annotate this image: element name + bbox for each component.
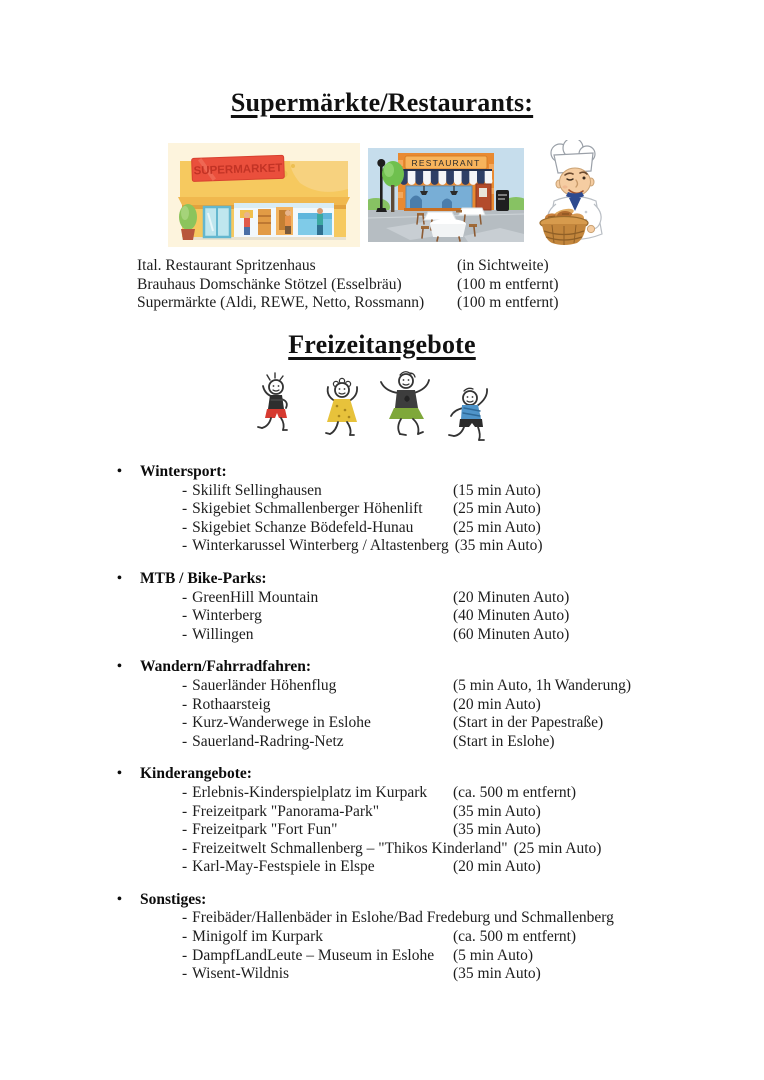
item-name	[182, 821, 447, 840]
list-item	[117, 947, 631, 966]
item-name	[182, 784, 447, 803]
item-distance: (20 min Auto)	[453, 858, 541, 876]
item-name	[182, 482, 447, 501]
item-name-text: Skilift Sellinghausen	[192, 481, 322, 499]
category-label: MTB / Bike-Parks:	[140, 569, 267, 587]
item-name-text: Minigolf im Kurpark	[192, 928, 324, 946]
list-item	[117, 840, 631, 859]
item-distance: (40 Minuten Auto)	[453, 607, 570, 625]
item-name-text: Wisent-Wildnis	[192, 965, 290, 983]
list-item	[117, 519, 631, 538]
item-name-text: DampfLandLeute – Museum in Eslohe	[192, 946, 435, 964]
category-label: Sonstiges:	[140, 890, 207, 908]
list-item	[117, 928, 631, 947]
item-name	[182, 965, 447, 984]
item-distance: (25 min Auto)	[453, 518, 541, 536]
place-distance: (100 m entfernt)	[457, 294, 559, 312]
bullet-icon: •	[117, 766, 122, 782]
item-name	[182, 519, 447, 538]
supermarket-sign	[192, 155, 285, 181]
list-item	[117, 821, 631, 840]
item-distance: (25 min Auto)	[513, 839, 602, 857]
list-item	[117, 858, 631, 877]
item-name-text: GreenHill Mountain	[192, 588, 319, 606]
place-name: Supermärkte (Aldi, REWE, Netto, Rossmann)	[137, 294, 425, 312]
restaurant-illustration	[368, 148, 524, 242]
item-name	[182, 714, 447, 733]
list-item	[117, 626, 631, 645]
category-items	[117, 589, 631, 645]
dash-glyph: -	[182, 481, 188, 499]
dancing-kid-1	[258, 373, 287, 430]
category-section	[117, 891, 631, 984]
dash-glyph: -	[182, 537, 188, 555]
category-section	[117, 570, 631, 644]
item-name	[182, 803, 447, 822]
item-name	[182, 928, 447, 947]
dash-glyph: -	[182, 607, 188, 625]
bullet-icon: •	[117, 464, 122, 479]
item-distance: (20 Minuten Auto)	[453, 588, 570, 606]
dancing-kid-2	[326, 378, 357, 435]
item-name	[182, 500, 447, 519]
list-item	[117, 482, 631, 501]
item-distance: (20 min Auto)	[453, 695, 541, 713]
category-items	[117, 784, 631, 877]
list-item	[117, 589, 631, 608]
item-name	[182, 589, 447, 608]
item-name-text: Freizeitpark "Panorama-Park"	[192, 802, 380, 820]
item-name	[182, 947, 447, 966]
item-name-text: Freibäder/Hallenbäder in Eslohe/Bad Fredeburg und Schmallenberg	[192, 909, 614, 927]
dash-glyph: -	[182, 783, 188, 801]
dash-glyph: -	[182, 821, 188, 839]
item-name-text: Freizeitpark "Fort Fun"	[192, 821, 338, 839]
category-header	[117, 765, 631, 784]
dash-glyph: -	[182, 965, 188, 983]
item-name	[182, 696, 447, 715]
item-distance: (5 min Auto, 1h Wanderung)	[453, 676, 631, 694]
item-name	[182, 909, 614, 928]
place-distance: (in Sichtweite)	[457, 257, 549, 274]
dash-glyph: -	[182, 714, 188, 732]
item-distance: (25 min Auto)	[453, 500, 541, 518]
item-name-text: Willingen	[192, 625, 254, 643]
category-header	[117, 570, 631, 589]
bullet-icon: •	[117, 570, 122, 586]
list-item	[117, 784, 631, 803]
item-name-text: Skigebiet Schmallenberger Höhenlift	[192, 500, 423, 518]
item-name-text: Winterkarussel Winterberg / Altastenberg	[192, 537, 449, 555]
list-item	[117, 500, 631, 519]
list-item	[117, 733, 631, 752]
item-name	[182, 733, 447, 752]
list-item	[117, 803, 631, 822]
item-name-text: Winterberg	[192, 607, 262, 625]
restaurant-window	[404, 186, 474, 211]
dash-glyph: -	[182, 732, 188, 750]
item-distance: (Start in der Papestraße)	[453, 714, 604, 732]
nearby-places-list	[137, 257, 559, 313]
category-label: Kinderangebote:	[140, 765, 252, 783]
item-distance: (35 min Auto)	[453, 802, 541, 820]
category-section	[117, 463, 631, 556]
item-name	[182, 626, 447, 645]
category-header	[117, 463, 631, 482]
item-distance: (35 min Auto)	[454, 537, 543, 555]
category-items	[117, 909, 631, 983]
item-distance: (Start in Eslohe)	[453, 732, 555, 750]
list-item	[117, 714, 631, 733]
nearby-row	[137, 276, 559, 295]
dash-glyph: -	[182, 500, 188, 518]
item-name-text: Rothaarsteig	[192, 695, 271, 713]
list-item	[117, 537, 631, 556]
item-distance: (15 min Auto)	[453, 481, 541, 499]
menu-chalkboard	[496, 190, 509, 211]
dash-glyph: -	[182, 518, 188, 536]
item-name-text: Sauerland-Radring-Netz	[192, 732, 344, 750]
list-item	[117, 696, 631, 715]
list-item	[117, 965, 631, 984]
item-name-text: Freizeitwelt Schmallenberg – "Thikos Kinderland"	[192, 839, 508, 857]
item-name	[182, 840, 508, 859]
dancing-kid-3	[381, 372, 429, 435]
item-name	[182, 607, 447, 626]
item-name	[182, 858, 447, 877]
category-label: Wandern/Fahrradfahren:	[140, 658, 312, 676]
item-distance: (60 Minuten Auto)	[453, 625, 570, 643]
chef-illustration	[532, 140, 608, 250]
category-header	[117, 658, 631, 677]
list-item	[117, 677, 631, 696]
supermarket-illustration	[168, 143, 360, 247]
item-distance: (5 min Auto)	[453, 946, 534, 964]
bullet-icon: •	[117, 891, 122, 907]
place-distance: (100 m entfernt)	[457, 275, 559, 293]
dash-glyph: -	[182, 695, 188, 713]
page-title-supermaerkte-restaurants: Supermärkte/Restaurants:	[230, 88, 534, 117]
item-name-text: Sauerländer Höhenflug	[192, 676, 337, 694]
nearby-row	[137, 294, 559, 313]
item-name-text: Skigebiet Schanze Bödefeld-Hunau	[192, 518, 414, 536]
activities-sections	[117, 463, 631, 998]
item-name-text: Erlebnis-Kinderspielplatz im Kurpark	[192, 783, 428, 801]
item-distance: (35 min Auto)	[453, 821, 541, 839]
category-items	[117, 482, 631, 556]
supermarket-sign-text: SUPERMARKET	[193, 162, 283, 178]
item-name-text: Karl-May-Festspiele in Elspe	[192, 858, 375, 876]
restaurant-sign-text: RESTAURANT	[411, 158, 481, 168]
item-distance: (35 min Auto)	[453, 965, 541, 983]
item-distance: (ca. 500 m entfernt)	[453, 928, 577, 946]
dash-glyph: -	[182, 802, 188, 820]
restaurant-door	[476, 184, 491, 210]
category-items	[117, 677, 631, 751]
dash-glyph: -	[182, 946, 188, 964]
restaurant-sign	[405, 156, 487, 169]
dash-glyph: -	[182, 676, 188, 694]
dash-glyph: -	[182, 625, 188, 643]
category-section	[117, 765, 631, 877]
item-name-text: Kurz-Wanderwege in Eslohe	[192, 714, 371, 732]
category-header	[117, 891, 631, 910]
category-label: Wintersport:	[140, 463, 227, 480]
dash-glyph: -	[182, 909, 188, 927]
dash-glyph: -	[182, 928, 188, 946]
item-name	[182, 677, 447, 696]
illustrations-row	[168, 140, 608, 250]
category-section	[117, 658, 631, 751]
place-name: Brauhaus Domschänke Stötzel (Esselbräu)	[137, 275, 402, 293]
page-title-freizeitangebote: Freizeitangebote	[288, 330, 476, 359]
list-item	[117, 909, 631, 928]
place-name: Ital. Restaurant Spritzenhaus	[137, 257, 316, 274]
list-item	[117, 607, 631, 626]
item-distance: (ca. 500 m entfernt)	[453, 783, 577, 801]
nearby-row	[137, 257, 559, 276]
dancing-kid-4	[449, 388, 487, 440]
supermarket-door	[204, 207, 230, 237]
dash-glyph: -	[182, 588, 188, 606]
bullet-icon: •	[117, 659, 122, 675]
item-name	[182, 537, 449, 556]
dash-glyph: -	[182, 858, 188, 876]
dancing-kids-illustration	[250, 370, 495, 455]
dash-glyph: -	[182, 839, 188, 857]
